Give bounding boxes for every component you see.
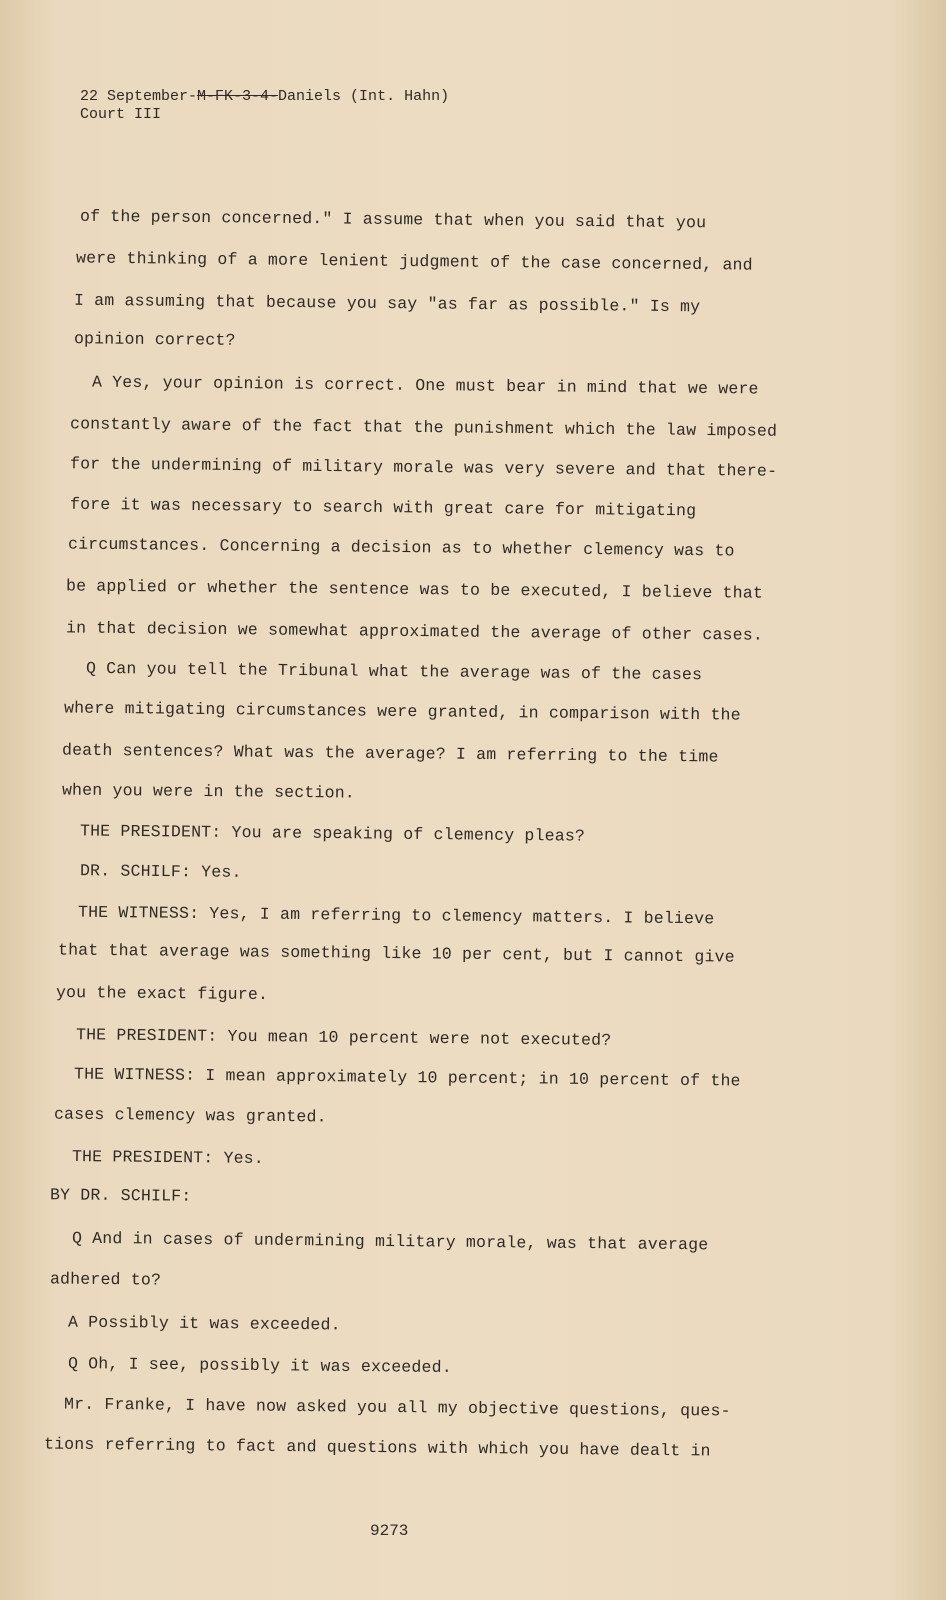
- transcript-line: were thinking of a more lenient judgment of the case concerned, and: [75, 248, 753, 275]
- transcript-line: cases clemency was granted.: [53, 1104, 327, 1127]
- transcript-line: DR. SCHILF: Yes.: [79, 861, 242, 882]
- transcript-line: A Yes, your opinion is correct. One must bear in mind that we were: [91, 372, 759, 399]
- struck-reference: M-FK-3-4-: [197, 88, 279, 105]
- transcript-line: opinion correct?: [73, 329, 236, 350]
- date: 22 September-: [80, 88, 198, 105]
- session-reference: [80, 88, 449, 106]
- transcript-line: tions referring to fact and questions with which you have dealt in: [43, 1434, 711, 1461]
- transcript-line: I am assuming that because you say "as far as possible." Is my: [73, 290, 701, 317]
- case-name: Daniels (Int. Hahn): [278, 88, 450, 105]
- transcript-line: Q Oh, I see, possibly it was exceeded.: [67, 1353, 452, 1378]
- transcript-line: where mitigating circumstances were granted, in comparison with the: [63, 698, 741, 725]
- transcript-line: BY DR. SCHILF:: [49, 1185, 192, 1206]
- transcript-line: THE WITNESS: I mean approximately 10 percent; in 10 percent of the: [73, 1064, 741, 1091]
- transcript-line: when you were in the section.: [61, 780, 356, 803]
- transcript-line: that that average was something like 10 per cent, but I cannot give: [57, 940, 735, 967]
- transcript-line: Mr. Franke, I have now asked you all my objective questions, ques-: [63, 1394, 731, 1421]
- transcript-line: for the undermining of military morale was very severe and that there-: [69, 454, 778, 481]
- transcript-line: constantly aware of the fact that the punishment which the law imposed: [69, 414, 778, 441]
- transcript-line: THE PRESIDENT: You are speaking of clemency pleas?: [79, 821, 586, 846]
- document-header: [80, 88, 449, 124]
- transcript-line: in that decision we somewhat approximated the average of other cases.: [65, 618, 764, 645]
- transcript-line: be applied or whether the sentence was to be executed, I believe that: [65, 576, 764, 603]
- page-number: 9273: [370, 1522, 409, 1540]
- transcript-line: of the person concerned." I assume that when you said that you: [79, 206, 707, 233]
- transcript-line: THE WITNESS: Yes, I am referring to clemency matters. I believe: [77, 902, 715, 929]
- court-label: Court III: [80, 106, 162, 123]
- transcript-line: Q And in cases of undermining military morale, was that average: [71, 1228, 709, 1255]
- transcript-line: death sentences? What was the average? I am referring to the time: [61, 740, 719, 767]
- transcript-line: fore it was necessary to search with great care for mitigating: [69, 494, 697, 521]
- transcript-line: THE PRESIDENT: You mean 10 percent were not executed?: [75, 1025, 612, 1050]
- transcript-line: you the exact figure.: [55, 982, 269, 1005]
- transcript-line: adhered to?: [49, 1269, 162, 1290]
- transcript-line: circumstances. Concerning a decision as to whether clemency was to: [67, 534, 735, 561]
- transcript-line: A Possibly it was exceeded.: [67, 1312, 341, 1335]
- transcript-line: Q Can you tell the Tribunal what the average was of the cases: [85, 658, 703, 685]
- transcript-line: THE PRESIDENT: Yes.: [71, 1146, 265, 1169]
